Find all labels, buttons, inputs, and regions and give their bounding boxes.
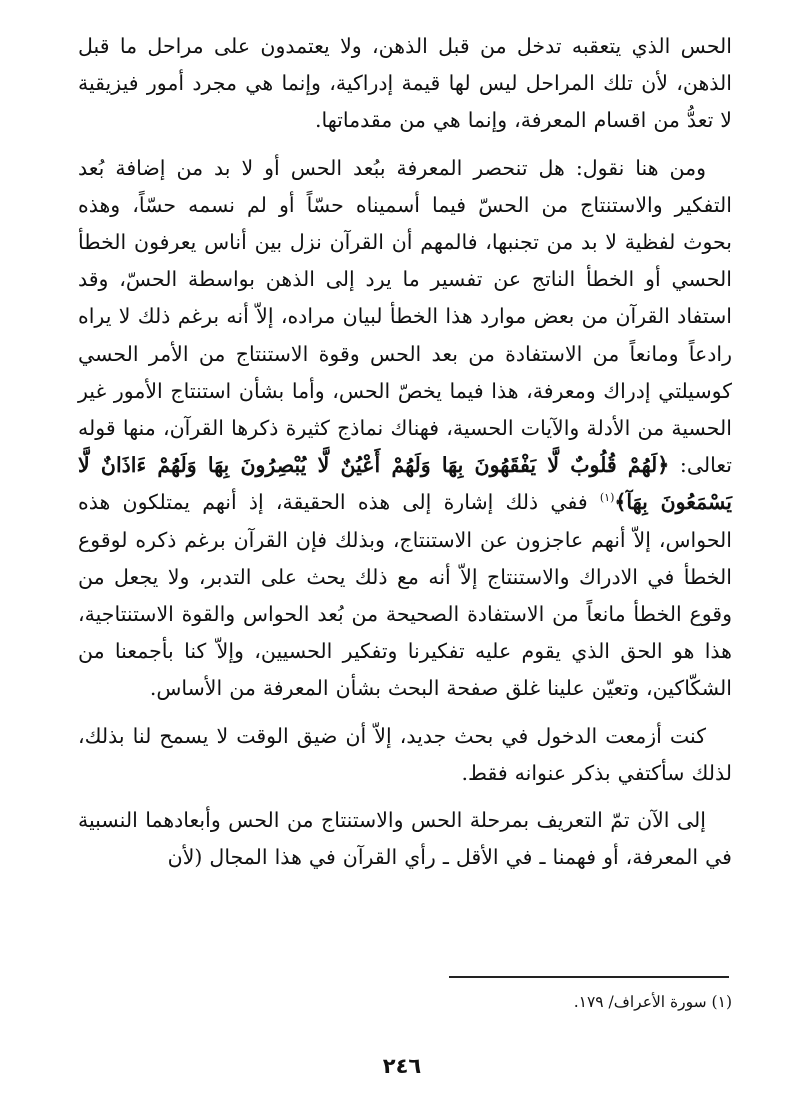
main-text [78, 28, 732, 876]
paragraph-2-after-ayah: ففي ذلك إشارة إلى هذه الحقيقة، إذ أنهم يمتلكون هذه الحواس، إلاّ أنهم عاجزون عن الاستنتاج، وبذلك فإن القرآن برغم ذكره لوقوع الخطأ في الادراك والاستنتاج إلاّ أنه مع ذلك يحث على التدبر، ولا يجعل من وقوع الخطأ مانعاً من الاستفادة الصحيحة من بُعد الحواس والقوة الاستنتاجية، هذا هو الحق الذي يقوم عليه تفكيرنا وتفكير الحسيين، وإلاّ كنا بأجمعنا من الشكّاكين، وتعيّن علينا غلق صفحة البحث بشأن المعرفة من الأساس. [78, 490, 732, 701]
footnote-separator [449, 976, 729, 978]
paragraph-1: الحس الذي يتعقبه تدخل من قبل الذهن، ولا يعتمدون على مراحل ما قبل الذهن، لأن تلك المراحل ليس لها قيمة إدراكية، وإنما هي مجرد أمور فيزيقية لا تعدُّ من اقسام المعرفة، وإنما هي من مقدماتها. [78, 34, 732, 133]
quran-verse: ﴿لَهُمْ قُلُوبٌ لَّا يَفْقَهُونَ بِهَا وَلَهُمْ أَعْيُنٌ لَّا يُبْصِرُونَ بِهَا وَلَهُمْ ءَاذَانٌ لَّا يَسْمَعُونَ بِهَآ﴾ [78, 453, 732, 515]
paragraph-3: كنت أزمعت الدخول في بحث جديد، إلاّ أن ضيق الوقت لا يسمح لنا بذلك، لذلك سأكتفي بذكر عنوانه فقط. [78, 723, 732, 785]
paragraph-2-before-ayah: ومن هنا نقول: هل تنحصر المعرفة ببُعد الحس أو لا بد من إضافة بُعد التفكير والاستنتاج من الحسّ فيما أسميناه حسّاً أو لم نسمه حسّاً، وهذه بحوث لفظية لا بد من تجنبها، فالمهم أن القرآن نزل بين أناس يعرفون الخطأ الحسي أو الخطأ الناتج عن تفسير ما يرد إلى الذهن بواسطة الحسّ، وقد استفاد القرآن من بعض موارد هذا الخطأ لبيان مراده، إلاّ أنه برغم ذلك لا يراه رادعاً ومانعاً من الاستفادة من بعد الحس وقوة الاستنتاج من الأمر الحسي كوسيلتي إدراك ومعرفة، هذا فيما يخصّ الحس، وأما بشأن استنتاج الأمور غير الحسية من الأدلة والآيات الحسية، فهناك نماذج كثيرة ذكرها القرآن، منها قوله تعالى: [78, 155, 732, 478]
footnote-reference: (١) [599, 491, 615, 505]
page-number: ٢٤٦ [382, 1054, 422, 1078]
paragraph-4: إلى الآن تمّ التعريف بمرحلة الحس والاستنتاج من الحس وأبعادهما النسبية في المعرفة، أو فهمنا ـ في الأقل ـ رأي القرآن في هذا المجال (لأن [78, 808, 732, 870]
paragraph-2 [78, 150, 732, 708]
footnote: (١) سورة الأعراف/ ١٧٩. [573, 993, 732, 1011]
